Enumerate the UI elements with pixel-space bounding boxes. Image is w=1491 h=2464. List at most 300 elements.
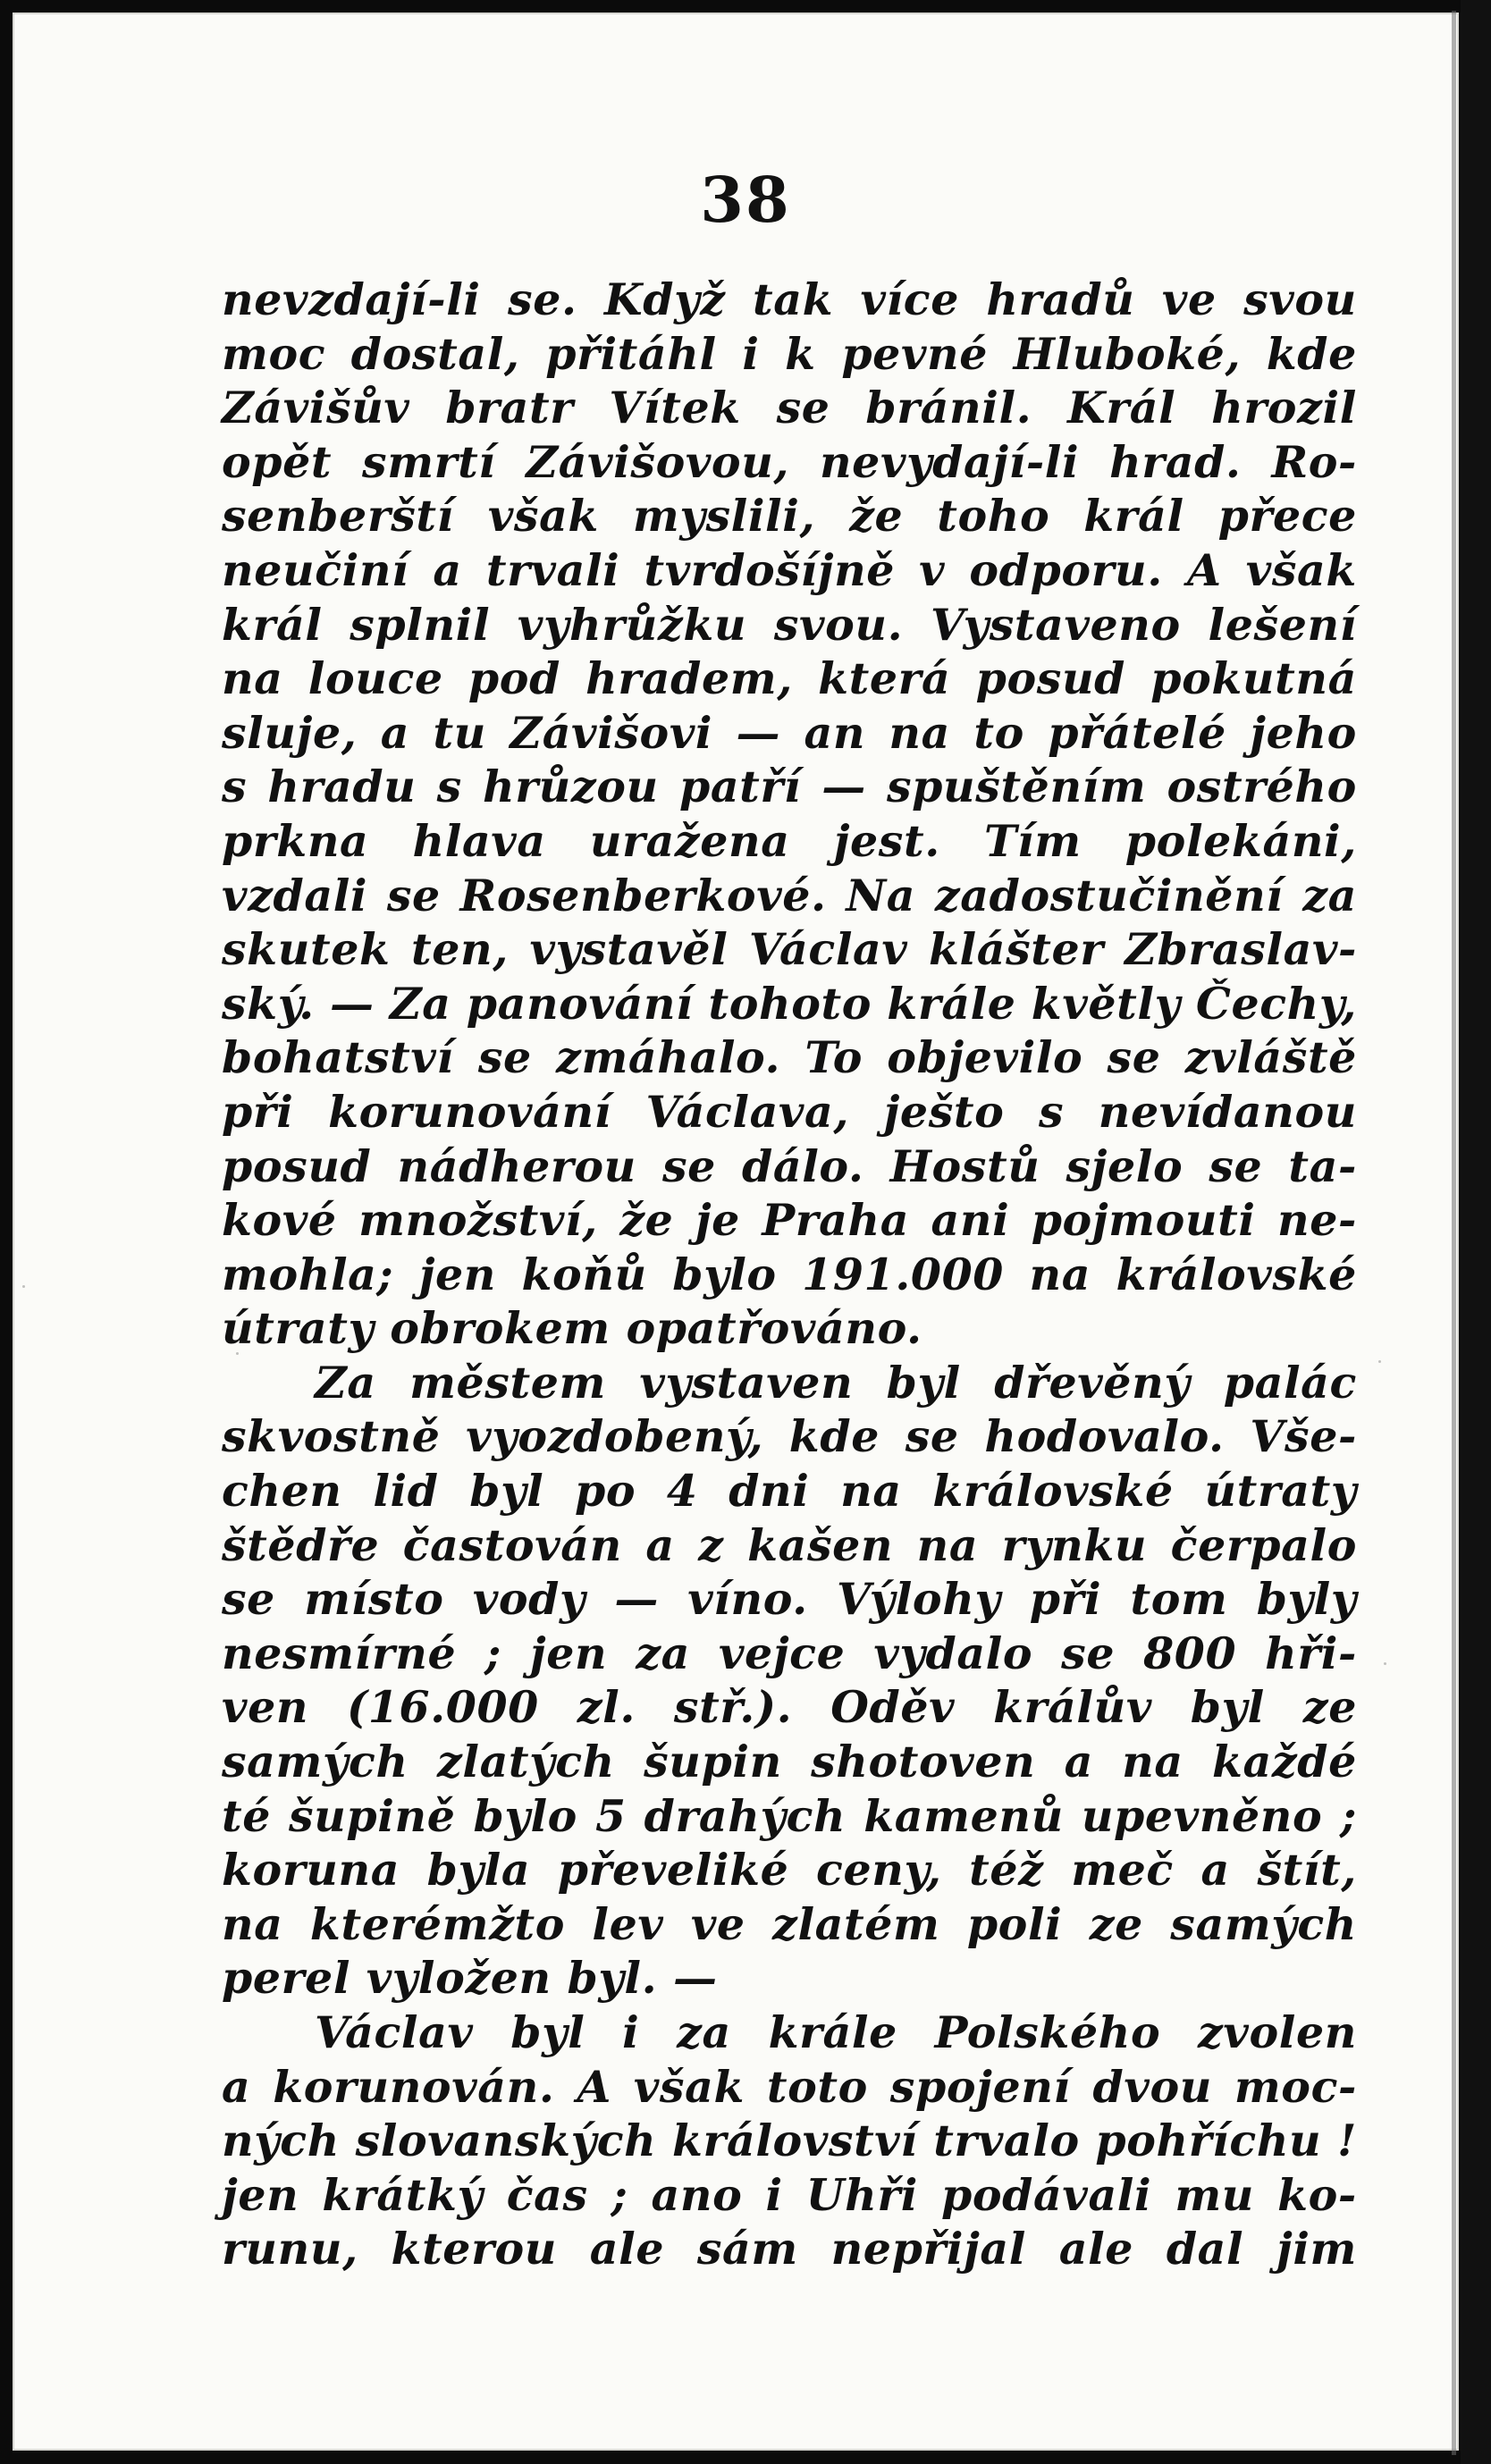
word: je	[695, 1194, 740, 1247]
text-line	[222, 706, 1357, 761]
word: mohla;	[222, 1248, 394, 1300]
word: šupině	[289, 1789, 456, 1842]
word: A	[1187, 543, 1222, 596]
text-line	[222, 1627, 1357, 1681]
word: mu	[1175, 2168, 1255, 2221]
word: Na	[846, 869, 916, 921]
word: častován	[402, 1518, 622, 1571]
scan-speck	[236, 1352, 239, 1355]
word: hodovalo.	[984, 1410, 1225, 1463]
word: na	[840, 1465, 902, 1518]
word: útraty	[222, 1302, 375, 1355]
word: ta-	[1288, 1139, 1357, 1192]
word: !	[1336, 2115, 1357, 2167]
word: na	[1029, 1248, 1091, 1300]
word: z	[698, 1518, 724, 1571]
text-line	[222, 1572, 1357, 1627]
word: ve	[1161, 273, 1217, 325]
word: hrozil	[1211, 382, 1357, 434]
word: Závišův	[222, 382, 410, 434]
text-line	[222, 489, 1357, 543]
word: opatřováno.	[626, 1302, 922, 1355]
word: kterémžto	[309, 1897, 566, 1950]
word: Za	[315, 1356, 376, 1409]
word: svou	[1243, 273, 1357, 325]
word: ne-	[1276, 1194, 1357, 1247]
word: která	[818, 652, 951, 705]
word: sluje,	[222, 706, 358, 759]
word: A	[577, 2060, 611, 2113]
text-line	[222, 1951, 1357, 2006]
word: skvostně	[222, 1410, 441, 1463]
word: kde	[1266, 327, 1357, 380]
word: nepřijal	[830, 2223, 1026, 2275]
word: obrokem	[390, 1302, 611, 1355]
word: Když	[604, 273, 726, 325]
word: a	[645, 1518, 675, 1571]
word: Polského	[934, 2006, 1161, 2058]
word: kašen	[747, 1518, 894, 1571]
word: jen	[222, 2168, 299, 2221]
word: ve	[690, 1897, 746, 1950]
word: království	[672, 2115, 918, 2167]
word: dvou	[1092, 2060, 1212, 2113]
word: byly	[1256, 1573, 1357, 1626]
text-line	[222, 2222, 1357, 2276]
word: dni	[729, 1465, 810, 1518]
word: nesmírné	[222, 1627, 457, 1679]
word: Uhři	[805, 2168, 918, 2221]
word: bratr	[445, 382, 574, 434]
text-line	[222, 814, 1357, 869]
word: se	[1061, 1627, 1116, 1679]
word: Čechy,	[1195, 977, 1357, 1030]
word: Praha	[762, 1194, 910, 1247]
word: zvolen	[1197, 2006, 1357, 2058]
word: Václav	[315, 2006, 474, 2058]
word: přece	[1217, 490, 1357, 542]
word: lid	[373, 1465, 439, 1518]
word: Výlohy	[837, 1573, 1001, 1626]
word: ano	[651, 2168, 743, 2221]
word: Závišovou,	[526, 435, 790, 488]
text-line	[222, 543, 1357, 598]
word: přitáhl	[545, 327, 717, 380]
word: ani	[931, 1194, 1010, 1247]
word: byl	[510, 2006, 585, 2058]
word: vejce	[718, 1627, 846, 1679]
word: nevzdají-li	[222, 273, 481, 325]
word: byla	[426, 1844, 531, 1896]
word: opět	[222, 435, 333, 488]
word: Ro-	[1271, 435, 1357, 488]
word: odporu.	[969, 543, 1163, 596]
word: na	[1122, 1736, 1184, 1788]
word: se	[905, 1410, 959, 1463]
word: podávali	[941, 2168, 1152, 2221]
text-line	[222, 2114, 1357, 2168]
text-line	[222, 1193, 1357, 1248]
word: více	[860, 273, 960, 325]
word: spuštěním	[886, 761, 1147, 813]
word: král	[1083, 490, 1184, 542]
text-line	[222, 1464, 1357, 1518]
word: štít,	[1257, 1844, 1357, 1896]
word: koruna	[222, 1844, 400, 1896]
word: Tím	[983, 814, 1082, 867]
word: —	[736, 706, 781, 759]
text-line	[222, 652, 1357, 706]
word: hři-	[1265, 1627, 1357, 1679]
word: ale	[589, 2223, 665, 2275]
word: slovanských	[355, 2115, 657, 2167]
word: místo	[304, 1573, 444, 1626]
word: na	[222, 1897, 283, 1950]
word: zl.	[577, 1681, 636, 1734]
text-line	[222, 1789, 1357, 1844]
word: i	[765, 2168, 783, 2221]
word: panování	[466, 977, 694, 1030]
word: Vítek	[609, 382, 741, 434]
scan-speck	[22, 1285, 25, 1288]
word: se	[222, 1573, 275, 1626]
word: —	[672, 1952, 718, 2005]
word: korunován.	[273, 2060, 555, 2113]
word: smrtí	[362, 435, 496, 488]
word: Závišovi	[510, 706, 713, 759]
word: prkna	[222, 814, 369, 867]
word: k	[785, 327, 816, 380]
word: jeho	[1250, 706, 1357, 759]
word: 5	[594, 1789, 627, 1842]
word: ze	[1302, 1681, 1357, 1734]
word: jen	[529, 1627, 608, 1679]
word: sjelo	[1066, 1139, 1184, 1192]
word: též	[969, 1844, 1044, 1896]
word: hradů	[986, 273, 1135, 325]
word: krále	[768, 2006, 897, 2058]
word: každé	[1211, 1736, 1357, 1788]
word: bylo	[473, 1789, 577, 1842]
word: sám	[696, 2223, 798, 2275]
word: Za	[389, 977, 451, 1030]
word: na	[222, 652, 283, 705]
word: ven	[222, 1681, 309, 1734]
text-line	[222, 1735, 1357, 1789]
word: a	[1200, 1844, 1230, 1896]
word: na	[916, 1518, 979, 1571]
word: zlatých	[436, 1736, 615, 1788]
word: stř.).	[673, 1681, 793, 1734]
word: se.	[508, 273, 577, 325]
word: Vystaveno	[930, 598, 1181, 651]
word: svou.	[773, 598, 904, 651]
text-line	[222, 869, 1357, 923]
word: množství,	[358, 1194, 598, 1247]
word: koňů	[521, 1248, 647, 1300]
word: tom	[1130, 1573, 1228, 1626]
word: se	[1107, 1031, 1161, 1084]
word: ;	[484, 1627, 501, 1679]
word: Oděv	[830, 1681, 956, 1734]
word: objevilo	[887, 1031, 1083, 1084]
word: posud	[222, 1139, 372, 1192]
word: bylo	[672, 1248, 777, 1300]
word: Václav	[748, 923, 908, 976]
word: kde	[788, 1410, 880, 1463]
word: uražena	[589, 814, 790, 867]
word: rynku	[1001, 1518, 1148, 1571]
word: i	[742, 327, 760, 380]
word: útraty	[1204, 1465, 1357, 1518]
word: za	[677, 2006, 731, 2058]
word: polekáni,	[1125, 814, 1357, 867]
word: a	[222, 2060, 251, 2113]
word: korunování	[328, 1085, 611, 1138]
word: však	[487, 490, 599, 542]
word: vzdali	[222, 869, 368, 921]
word: hrůzou	[482, 761, 659, 813]
word: zvláště	[1184, 1031, 1357, 1084]
word: pohříchu	[1095, 2115, 1322, 2167]
word: 191.000	[802, 1248, 1004, 1300]
word: dal	[1166, 2223, 1244, 2275]
word: palác	[1223, 1356, 1357, 1409]
word: při	[1029, 1573, 1102, 1626]
word: to	[973, 706, 1024, 759]
word: moc-	[1234, 2060, 1357, 2113]
word: však	[633, 2060, 746, 2113]
word: vyozdobený,	[466, 1410, 764, 1463]
word: dálo.	[742, 1139, 864, 1192]
word: byl	[886, 1356, 961, 1409]
word: toto	[766, 2060, 868, 2113]
word: —	[330, 977, 375, 1030]
word: kamenů	[863, 1789, 1064, 1842]
text-line	[222, 2006, 1357, 2060]
word: vystavěl	[529, 923, 729, 976]
word: král	[222, 598, 323, 651]
word: že	[849, 490, 904, 542]
word: pevné	[841, 327, 989, 380]
word: i	[622, 2006, 640, 2058]
word: bránil.	[865, 382, 1032, 434]
word: shotoven	[811, 1736, 1036, 1788]
word: a	[1064, 1736, 1093, 1788]
word: se	[776, 382, 830, 434]
text-line	[222, 1409, 1357, 1464]
scan-speck	[1378, 1360, 1381, 1363]
word: spojení	[889, 2060, 1071, 2113]
text-line	[222, 922, 1357, 977]
word: za	[636, 1627, 690, 1679]
word: jim	[1276, 2223, 1357, 2275]
text-line	[222, 1085, 1357, 1139]
word: hrad.	[1109, 435, 1242, 488]
word: při	[222, 1085, 294, 1138]
word: Král	[1067, 382, 1176, 434]
word: 4	[666, 1465, 698, 1518]
word: Hluboké,	[1013, 327, 1242, 380]
text-line	[222, 1248, 1357, 1302]
word: za	[1302, 869, 1357, 921]
scan-speck	[1384, 1662, 1386, 1665]
word: vody	[472, 1573, 586, 1626]
word: ko-	[1277, 2168, 1357, 2221]
word: To	[804, 1031, 863, 1084]
word: upevněno	[1081, 1789, 1323, 1842]
word: převeliké	[557, 1844, 789, 1896]
text-line	[222, 2168, 1357, 2223]
word: neučiní	[222, 543, 409, 596]
word: Václava,	[645, 1085, 850, 1138]
word: trvali	[485, 543, 620, 596]
word: ten,	[411, 923, 509, 976]
word: vydalo	[873, 1627, 1033, 1679]
word: že	[619, 1194, 674, 1247]
word: šupin	[644, 1736, 782, 1788]
word: Vše-	[1250, 1410, 1357, 1463]
word: ale	[1058, 2223, 1134, 2275]
word: a	[380, 706, 410, 759]
word: ;	[611, 2168, 628, 2221]
page-number: 38	[700, 163, 791, 237]
word: toho	[937, 490, 1050, 542]
word: nevydají-li	[819, 435, 1080, 488]
word: 800	[1143, 1627, 1237, 1679]
word: jen	[418, 1248, 497, 1300]
word: skutek	[222, 923, 391, 976]
word: zadostučinění	[934, 869, 1284, 921]
word: krále	[887, 977, 1016, 1030]
text-line	[222, 2060, 1357, 2115]
word: hradu	[267, 761, 417, 813]
word: kterou	[391, 2223, 557, 2275]
word: byl	[469, 1465, 544, 1518]
word: se	[477, 1031, 532, 1084]
word: poli	[966, 1897, 1063, 1950]
word: bohatství	[222, 1031, 454, 1084]
word: tohoto	[708, 977, 872, 1030]
word: se	[1209, 1139, 1263, 1192]
word: senberští	[222, 490, 454, 542]
word: ných	[222, 2115, 340, 2167]
word: zmáhalo.	[556, 1031, 781, 1084]
word: čas	[506, 2168, 588, 2221]
word: na	[889, 706, 950, 759]
text-line	[222, 273, 1357, 327]
body-text	[222, 273, 1357, 2276]
word: v	[919, 543, 946, 596]
word: pod	[468, 652, 560, 705]
word: se	[386, 869, 441, 921]
word: trvalo	[933, 2115, 1080, 2167]
text-line	[222, 1139, 1357, 1194]
text-line	[222, 1301, 1357, 1356]
word: an	[804, 706, 866, 759]
word: kové	[222, 1194, 337, 1247]
word: tvrdošíjně	[644, 543, 896, 596]
word: drahých	[644, 1789, 847, 1842]
word: vyhrůžku	[517, 598, 747, 651]
word: runu,	[222, 2223, 358, 2275]
word: dostal,	[350, 327, 520, 380]
word: té	[222, 1789, 272, 1842]
text-line	[222, 1843, 1357, 1897]
word: s	[222, 761, 248, 813]
word: vystaven	[639, 1356, 854, 1409]
word: pokutná	[1150, 652, 1357, 705]
word: (16.000	[346, 1681, 539, 1734]
scan-right-edge	[1461, 0, 1491, 2464]
word: byl.	[567, 1952, 658, 2005]
word: květly	[1031, 977, 1181, 1030]
word: ješto	[883, 1085, 1005, 1138]
word: tak	[752, 273, 834, 325]
word: moc	[222, 327, 326, 380]
word: samých	[1170, 1897, 1357, 1950]
word: —	[614, 1573, 659, 1626]
word: splnil	[350, 598, 491, 651]
word: ;	[1340, 1789, 1357, 1842]
word: samých	[222, 1736, 409, 1788]
text-line	[222, 435, 1357, 490]
word: víno.	[687, 1573, 808, 1626]
word: nevídanou	[1098, 1085, 1357, 1138]
word: však	[1245, 543, 1357, 596]
word: pojmouti	[1031, 1194, 1256, 1247]
text-line	[222, 1518, 1357, 1573]
text-line	[222, 1030, 1357, 1085]
text-line	[222, 1356, 1357, 1410]
word: vyložen	[366, 1952, 552, 2005]
text-line	[222, 760, 1357, 814]
text-line	[222, 381, 1357, 435]
word: lešení	[1208, 598, 1357, 651]
text-line	[222, 1897, 1357, 1952]
word: po	[575, 1465, 636, 1518]
word: s	[436, 761, 462, 813]
word: štědře	[222, 1518, 380, 1571]
word: dřevěný	[994, 1356, 1191, 1409]
text-line	[222, 598, 1357, 652]
word: ský.	[222, 977, 315, 1030]
word: se	[661, 1139, 716, 1192]
word: Zbraslav-	[1125, 923, 1357, 976]
word: tu	[433, 706, 486, 759]
word: —	[821, 761, 866, 813]
word: hlava	[412, 814, 546, 867]
word: králův	[993, 1681, 1152, 1734]
word: krátký	[322, 2168, 484, 2221]
word: nádherou	[397, 1139, 636, 1192]
word: čerpalo	[1170, 1518, 1357, 1571]
word: byl	[1190, 1681, 1265, 1734]
word: perel	[222, 1952, 351, 2005]
text-line	[222, 327, 1357, 382]
word: s	[1038, 1085, 1065, 1138]
word: Hostů	[889, 1139, 1040, 1192]
word: ze	[1089, 1897, 1143, 1950]
word: myslili,	[632, 490, 816, 542]
text-line	[222, 977, 1357, 1031]
page-edge-shadow	[1452, 11, 1456, 2455]
word: Rosenberkové.	[459, 869, 827, 921]
word: přátelé	[1048, 706, 1226, 759]
word: chen	[222, 1465, 342, 1518]
word: ostrého	[1167, 761, 1357, 813]
word: klášter	[928, 923, 1104, 976]
